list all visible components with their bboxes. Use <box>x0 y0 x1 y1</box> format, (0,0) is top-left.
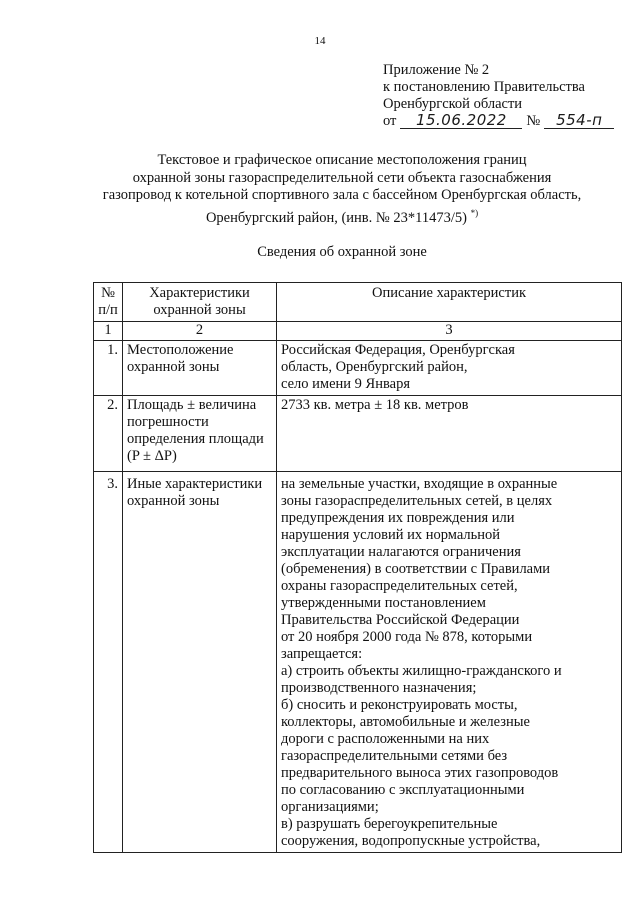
description-line: организациями; <box>281 799 379 815</box>
table-header-row <box>94 283 622 322</box>
description-line: коллекторы, автомобильные и железные <box>281 714 530 730</box>
description-line: утвержденными постановлением <box>281 595 486 611</box>
row-characteristic: Местоположение охранной зоны <box>123 341 277 396</box>
appendix-number: Приложение № 2 <box>383 62 490 78</box>
description-line: запрещается: <box>281 646 363 662</box>
description-line: эксплуатации налагаются ограничения <box>281 544 521 560</box>
handwritten-number: 554-п <box>544 113 614 129</box>
title-line-4-text: Оренбургский район, (инв. № 23*11473/5) <box>205 209 467 226</box>
handwritten-date: 15.06.2022 <box>400 113 522 129</box>
header-characteristic: Характеристики охранной зоны <box>123 283 277 322</box>
number-label: № <box>526 113 541 129</box>
protection-zone-table <box>93 282 622 853</box>
description-line: нарушения условий их нормальной <box>281 527 501 543</box>
row-description <box>277 472 622 853</box>
appendix-block <box>383 62 633 130</box>
row-num: 2. <box>94 396 123 472</box>
table-row <box>94 472 622 853</box>
page-number: 14 <box>314 35 326 47</box>
description-line: б) сносить и реконструировать мосты, <box>281 697 518 713</box>
description-line: а) строить объекты жилищно-гражданского и <box>281 663 562 679</box>
description-line: по согласованию с эксплуатационными <box>281 782 525 798</box>
row-description <box>277 396 622 472</box>
description-line: Российская Федерация, Оренбургская <box>281 342 515 358</box>
document-title <box>72 152 612 227</box>
index-col-1: 1 <box>94 322 123 341</box>
title-line-1: Текстовое и графическое описание местоположения границ <box>157 152 527 168</box>
title-line-3: газопровод к котельной спортивного зала с бассейном Оренбургская область, <box>102 187 582 203</box>
description-line: 2733 кв. метра ± 18 кв. метров <box>281 397 469 413</box>
from-label: от <box>383 113 397 129</box>
header-description: Описание характеристик <box>277 283 622 322</box>
title-line-4 <box>72 205 612 227</box>
description-line: от 20 ноября 2000 года № 878, которыми <box>281 629 533 645</box>
index-col-2: 2 <box>123 322 277 341</box>
description-line: на земельные участки, входящие в охранные <box>281 476 558 492</box>
table-row <box>94 341 622 396</box>
row-num: 3. <box>94 472 123 853</box>
description-line: (обременения) в соответствии с Правилами <box>281 561 551 577</box>
description-line: область, Оренбургский район, <box>281 359 468 375</box>
appendix-resolution-ref: к постановлению Правительства <box>383 79 585 95</box>
description-line: газораспределительными сетями без <box>281 748 508 764</box>
description-line: в) разрушать берегоукрепительные <box>281 816 498 832</box>
description-line: предупреждения их повреждения или <box>281 510 515 526</box>
description-line: зоны газораспределительных сетей, в целях <box>281 493 553 509</box>
description-line: село имени 9 Января <box>281 376 410 392</box>
table-row <box>94 396 622 472</box>
section-title: Сведения об охранной зоне <box>257 244 427 260</box>
row-description <box>277 341 622 396</box>
appendix-date-row <box>383 113 633 130</box>
title-line-2: охранной зоны газораспределительной сети объекта газоснабжения <box>132 169 552 186</box>
description-line: дороги с расположенными на них <box>281 731 490 747</box>
header-num: № п/п <box>94 283 123 322</box>
description-line: предварительного выноса этих газопроводов <box>281 765 559 781</box>
appendix-region: Оренбургской области <box>383 96 523 112</box>
description-line: охраны газораспределительных сетей, <box>281 578 518 594</box>
row-characteristic: Иные характеристики охранной зоны <box>123 472 277 853</box>
description-line: сооружения, водопропускные устройства, <box>281 833 541 849</box>
description-line: производственного назначения; <box>281 680 477 696</box>
footnote-mark: *) <box>470 207 479 218</box>
description-line: Правительства Российской Федерации <box>281 612 520 628</box>
row-num: 1. <box>94 341 123 396</box>
table-index-row <box>94 322 622 341</box>
index-col-3: 3 <box>277 322 622 341</box>
row-characteristic: Площадь ± величина погрешности определения площади (P ± ΔP) <box>123 396 277 472</box>
